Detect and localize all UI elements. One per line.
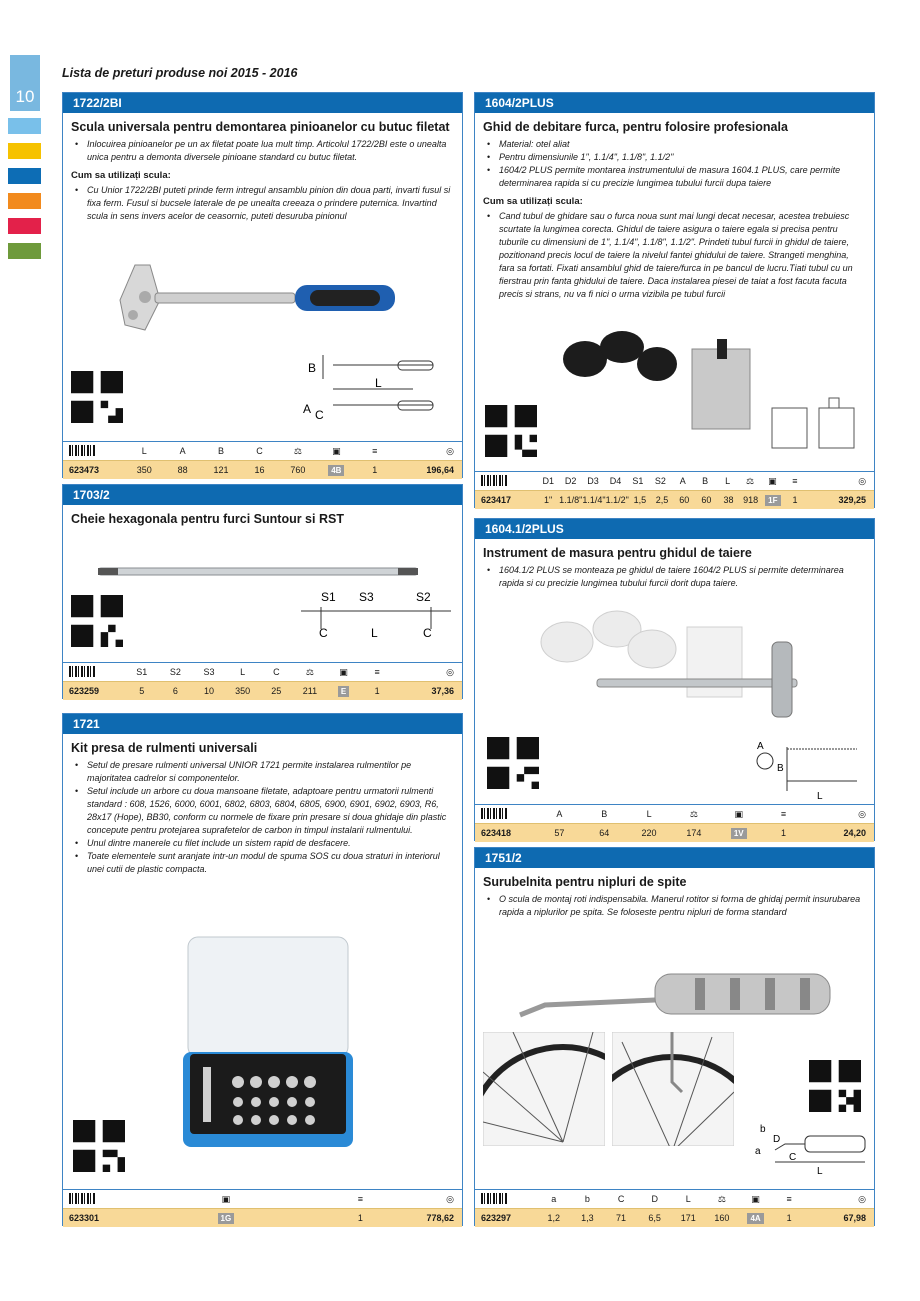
howto-text: • Cand tubul de ghidare sau o furca noua sunt mai lungi decat necesar, acestea trebuiesc scurtate la lungimea corecta. Ghidul de taiere asigura o taiere egala si precisa pentru tuburile cu dimensiuni de 1", 1.1/4", 1.1/8", 1.1/2". Prindeti tubul furcii in ghidul de taiere, pozitionand precis locul de taiere la nivelul fantei ghidului de taiere. Strangeti menghina, fara sa fortati. Fixati ansamblul ghid de taiere/furca in pe bancul de lucru.Tiati tubul cu un fierstrau prin fanta ghidului de taiere. Daca instalarea piesei de taiat a fost facuta facuta precis si strans, nu va fi nici o urma vizibila pe tubul furcii [493,210,866,301]
product-photo-bearing-press-kit [178,932,358,1157]
quantity-icon: ≡ [372,446,378,456]
spec-value: 57 [554,828,565,838]
product-card-1703-2 [62,484,463,699]
product-code: 1751/2 [475,848,874,868]
price: 196,64 [426,465,454,475]
pack-badge: 1V [731,828,747,839]
barcode-icon [481,808,507,819]
spec-header: C [256,446,263,456]
product-code: 1722/2BI [63,93,462,113]
article-number: 623297 [481,1213,512,1223]
color-swatch-light-blue [8,118,41,134]
spec-table [475,1189,874,1225]
spec-value: 171 [680,1213,696,1223]
product-bullet: • Setul include un arbore cu doua mansoane filetate, adaptoare pentru urmatorii rulmenti standard : 608, 1526, 6000, 6001, 6802, 6803, 6804, 6805, 6900, 6901, 6902, 6903, R6, 28x17 (Hope), BB30, conform cu normele de fixare prin presare si doua ghidaje din plastic concepute pentru protejarea suprafetelor de carbon in timpul instalarii rulmentului. [81,785,454,837]
spec-table [475,471,874,507]
spec-header: S3 [203,667,215,677]
pack-icon: ▣ [221,1193,231,1204]
dim-label: S1 [321,590,336,604]
spec-header: L [685,1194,691,1204]
product-bullet: • Material: otel aliat [493,138,866,151]
dim-label: a [755,1146,761,1157]
color-swatch-blue [8,168,41,184]
dim-label: A [303,402,312,416]
quantity: 1 [786,1213,792,1223]
dim-label: S2 [416,590,431,604]
article-number: 623417 [481,495,512,505]
weight-icon: ⚖ [689,808,698,819]
product-bullet: • Toate elementele sunt aranjate intr-un modul de spuma SOS cu doua straturi in interiorul unei cutii de plastic compacta. [81,850,454,876]
coins-icon: ◎ [858,475,867,486]
spec-header: a [551,1194,557,1204]
spec-value: 1" [543,495,553,505]
spec-table [63,441,462,477]
quantity-icon: ≡ [786,1194,792,1204]
spec-header: D2 [564,476,577,486]
spec-header: D1 [542,476,554,486]
quantity: 1 [792,495,798,505]
spec-value: 174 [686,828,702,838]
spec-header: S2 [654,476,666,486]
product-title: Scula universala pentru demontarea pinioanelor cu butuc filetat [71,120,450,134]
spec-value: 38 [723,495,734,505]
product-bullet: • Inlocuirea pinioanelor pe un ax filetat poate lua mult timp. Articolul 1722/2BI este o unealta unica pentru a demonta diversele pinioane standard cu butuc filetat. [81,138,454,164]
product-bullet: • 1604.1/2 PLUS se monteaza pe ghidul de taiere 1604/2 PLUS si permite determinarea rapida si cu precizie lungimea tubului furcii dorit dupa taiere. [493,564,866,590]
product-code: 1703/2 [63,485,462,505]
pack-icon: ▣ [751,1193,760,1204]
pack-icon: ▣ [768,475,777,486]
pack-icon: ▣ [339,666,348,677]
spec-header: C [273,667,280,677]
pack-icon: ▣ [332,445,341,456]
dim-label: L [371,626,378,640]
barcode-icon [69,445,95,456]
spec-header: L [240,667,246,677]
quantity: 1 [357,1213,363,1223]
weight-icon: ⚖ [305,666,314,677]
spec-value: 160 [714,1213,730,1223]
dim-label: C [789,1152,797,1163]
spec-value: 88 [177,465,188,475]
dimension-drawing [303,345,443,425]
article-number: 623418 [481,828,512,838]
spec-header: A [679,476,686,486]
spec-header: C [617,1194,625,1204]
product-bullet: • O scula de montaj roti indispensabila. Manerul rotitor si forma de ghidaj permit insurubarea rapida a niplurilor pe spita. Se foloseste pentru nipluri de forma standard [493,893,866,919]
spec-value: 211 [302,686,318,696]
qr-code [71,595,123,647]
dim-label: C [319,626,328,640]
spec-table [475,804,874,840]
spec-value: 350 [235,686,251,696]
product-photo-hex-key [98,565,418,579]
product-card-1722-2bi [62,92,463,478]
coins-icon: ◎ [858,808,866,819]
product-title: Kit presa de rulmenti universali [71,741,258,755]
product-photo-nipple-driver [515,960,835,1030]
dim-label: S3 [359,590,374,604]
product-bullet: • 1604/2 PLUS permite montarea instrumentului de masura 1604.1 PLUS, care permite determinarea rapida si cu precizie lungimea tubului furcii dupa taiere [493,164,866,190]
quantity-icon: ≡ [780,809,787,819]
product-card-1721 [62,713,463,1226]
spec-header: S1 [136,667,148,677]
dimension-drawing [301,589,451,641]
qr-code [73,1120,125,1172]
weight-icon: ⚖ [745,475,755,486]
product-card-1751-2 [474,847,875,1226]
qr-code [485,405,537,457]
dimension-drawing [747,739,862,809]
spec-header: D3 [587,476,599,486]
spec-header: L [141,446,147,456]
price: 67,98 [843,1213,866,1223]
spec-value: 60 [701,495,712,505]
photo-wheel-usage-2 [612,1032,734,1146]
page-title: Lista de preturi produse noi 2015 - 2016 [62,66,298,80]
product-photo-measuring-instrument [537,607,807,725]
spec-value: 60 [679,495,690,505]
dim-label: L [375,376,382,390]
quantity-icon: ≡ [357,1194,363,1204]
weight-icon: ⚖ [293,445,302,456]
product-title: Ghid de debitare furca, pentru folosire profesionala [483,120,788,134]
article-number: 623301 [69,1213,100,1223]
color-swatch-green [8,243,41,259]
spec-value: 2,5 [655,495,669,505]
pack-badge: 4B [328,465,344,476]
pack-icon: ▣ [734,808,743,819]
spec-value: 64 [599,828,610,838]
spec-table [63,662,462,698]
spec-value: 6 [172,686,178,696]
pack-badge: 1G [218,1213,235,1224]
pack-badge: 1F [765,495,780,506]
howto-text: • Cu Unior 1722/2BI puteti prinde ferm intregul ansamblu pinion din doua parti, invarti fusul si fixa ferm. Fusul si bucsele laterale de pe unealta creeaza o prindere puternica. Invartind scula in sens invers acelor de ceasornic, puteti desuruba pinionul [81,184,454,223]
dim-label: A [757,741,764,752]
pack-badge: E [338,686,349,697]
quantity-icon: ≡ [374,667,380,677]
barcode-icon [481,1193,507,1204]
product-bullet: • Unul dintre manerele cu filet include un sistem rapid de desfacere. [81,837,454,850]
spec-value: 1.1/8" [559,495,583,505]
qr-code [809,1060,861,1112]
quantity: 1 [372,465,378,475]
spec-value: 6,5 [648,1213,661,1223]
spec-value: 25 [271,686,282,696]
price: 778,62 [426,1213,454,1223]
spec-header: S1 [632,476,644,486]
page-number: 10 [10,55,40,111]
spec-value: 71 [616,1213,627,1223]
product-title: Cheie hexagonala pentru furci Suntour si RST [71,512,344,526]
spec-header: L [646,809,652,819]
color-swatch-yellow [8,143,41,159]
color-swatch-red [8,218,41,234]
barcode-icon [69,1193,95,1204]
dim-label: D [773,1134,781,1145]
barcode-icon [69,666,95,677]
article-number: 623473 [69,465,100,475]
quantity: 1 [374,686,380,696]
weight-icon: ⚖ [717,1193,726,1204]
dim-label: b [760,1124,766,1135]
spec-value: 16 [254,465,265,475]
dim-label: C [315,408,324,422]
spec-value: 760 [290,465,306,475]
spec-header: D4 [609,476,622,486]
spec-value: 918 [743,495,759,505]
howto-title: Cum sa utilizați scula: [483,196,583,207]
product-code: 1721 [63,714,462,734]
quantity-icon: ≡ [792,476,798,486]
dim-label: L [817,791,823,802]
spec-table [63,1189,462,1225]
spec-value: 1.1/2" [605,495,629,505]
spec-value: 5 [139,686,145,696]
price: 37,36 [431,686,454,696]
qr-code [487,737,539,789]
spec-value: 1,5 [633,495,647,505]
price: 329,25 [838,495,867,505]
spec-header: b [584,1194,590,1204]
photo-wheel-usage-1 [483,1032,605,1146]
coins-icon: ◎ [446,445,454,456]
coins-icon: ◎ [446,666,454,677]
barcode-icon [481,475,507,486]
price: 24,20 [843,828,866,838]
spec-header: D [651,1194,658,1204]
dim-label: L [817,1166,823,1177]
spec-value: 220 [641,828,657,838]
color-swatch-orange [8,193,41,209]
spec-header: S2 [169,667,181,677]
product-card-1604-1-2plus [474,518,875,841]
pack-badge: 4A [747,1213,763,1224]
spec-value: 1,3 [581,1213,594,1223]
spec-header: B [601,809,608,819]
coins-icon: ◎ [858,1193,866,1204]
spec-value: 1.1/4" [582,495,606,505]
howto-title: Cum sa utilizați scula: [71,170,171,181]
spec-value: 1,2 [547,1213,561,1223]
spec-header: L [725,476,731,486]
product-title: Instrument de masura pentru ghidul de taiere [483,546,752,560]
spec-value: 10 [204,686,215,696]
product-photo-pinion-tool [115,255,405,350]
dim-label: B [777,763,784,774]
spec-header: B [702,476,709,486]
product-bullet: • Pentru dimensiunile 1", 1.1/4", 1.1/8", 1.1/2" [493,151,866,164]
spec-value: 350 [136,465,152,475]
product-code: 1604.1/2PLUS [475,519,874,539]
dimension-drawing [755,1122,870,1180]
dimension-drawing [767,393,862,453]
spec-header: A [179,446,186,456]
product-card-1604-2plus [474,92,875,508]
spec-header: A [556,809,563,819]
dim-label: B [308,361,317,375]
article-number: 623259 [69,686,100,696]
product-photo-fork-cutting-guide [557,329,757,439]
spec-header: B [218,446,225,456]
product-title: Surubelnita pentru nipluri de spite [483,875,687,889]
coins-icon: ◎ [446,1193,454,1204]
spec-value: 121 [213,465,229,475]
product-bullet: • Setul de presare rulmenti universal UNIOR 1721 permite instalarea rulmentilor pe majoritatea cadrelor si componentelor. [81,759,454,785]
qr-code [71,371,123,423]
product-code: 1604/2PLUS [475,93,874,113]
quantity: 1 [781,828,787,838]
dim-label: C [423,626,432,640]
